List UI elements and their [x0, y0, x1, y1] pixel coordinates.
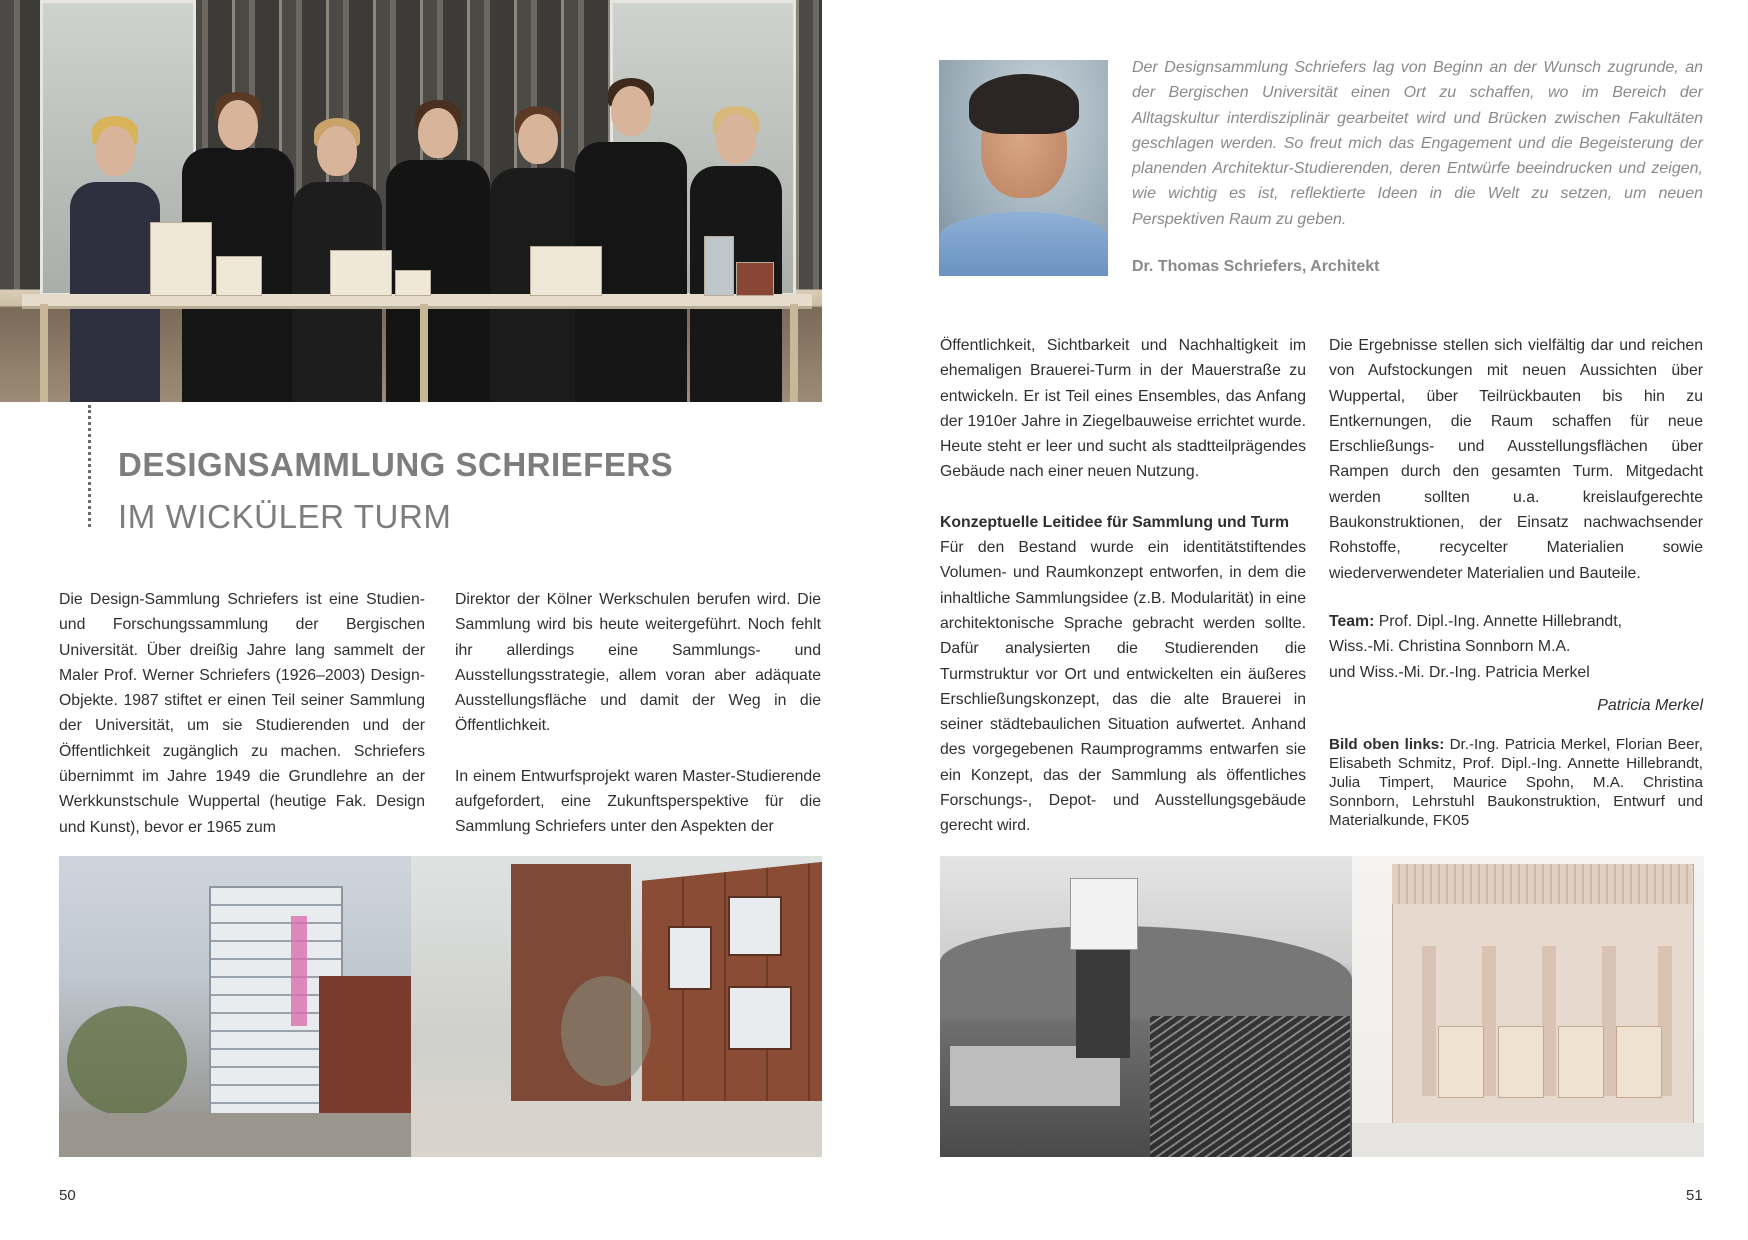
portrait-photo — [939, 60, 1108, 276]
team-member: Prof. Dipl.-Ing. Annette Hillebrandt, — [1378, 613, 1622, 630]
tower-rendering-image — [59, 856, 411, 1157]
team-label: Team: — [1329, 613, 1375, 630]
page-number-left: 50 — [59, 1187, 76, 1204]
article-subtitle: IM WICKÜLER TURM — [118, 498, 452, 535]
courtyard-rendering-image — [411, 856, 822, 1157]
body-column-2 — [455, 587, 821, 840]
body-column-3 — [940, 333, 1306, 839]
team-member: und Wiss.-Mi. Dr.-Ing. Patricia Merkel — [1329, 663, 1590, 681]
body-paragraph: Direktor der Kölner Werkschulen berufen wird. Die Sammlung wird bis heute weitergeführt. Noch fehlt ihr allerdings eine Sammlungs- und Ausstellungsstrategie, allem voran aber adäquate Ausstellungsfläche und damit der Weg in die Öffentlichkeit. — [455, 591, 821, 735]
photo-caption — [1329, 735, 1703, 830]
body-paragraph: Für den Bestand wurde ein identitätstiftendes Volumen- und Raumkonzept entworfen, in dem die inhaltliche Sammlungsidee (z.B. Modularität) in eine architektonische Sprache gebracht werden sollte. Dafür analysierten die Studierenden die Turmstruktur vor Ort und entwickelten ein äußeres Erschließungskonzept, das die alte Brauerei in seiner städtebaulichen Situation aufwertet. Anhand des vorgegebenen Raumprogramms entwarfen sie ein Konzept, das der Sammlung als öffentliches Forschungs-, Depot- und Ausstellungsgebäude gerecht wird. — [940, 539, 1306, 835]
team-member: Wiss.-Mi. Christina Sonnborn M.A. — [1329, 638, 1571, 656]
body-paragraph: In einem Entwurfsprojekt waren Master-Studierende aufgefordert, eine Zukunftsperspektive für die Sammlung Schriefers unter den Aspekten der — [455, 767, 821, 836]
section-subheading: Konzeptuelle Leitidee für Sammlung und Turm — [940, 513, 1290, 531]
aerial-bw-photo — [940, 856, 1352, 1157]
body-paragraph: Die Design-Sammlung Schriefers ist eine Studien- und Forschungssammlung der Bergischen Universität. Über dreißig Jahre lang sammelt der Maler Prof. Werner Schriefers (1926–2003) Design-Objekte. 1987 stiftet er einen Teil seiner Sammlung der Universität, um sie Studierenden und der Öffentlichkeit zugänglich zu machen. Schriefers übernimmt im Jahre 1949 die Grundlehre an der Werkkunstschule Wuppertal (heutige Fak. Design und Kunst), bevor er 1965 zum — [59, 591, 425, 836]
body-paragraph: Die Ergebnisse stellen sich vielfältig dar und reichen von Aufstockungen mit neuen Aussichten über Wuppertal, über Teilrückbauten bis hin zu Entkernungen, die Raum schaffen für neue Erschließungs- und Ausstellungsflächen über Rampen durch den gesamten Turm. Mitgedacht werden sollten u.a. kreislaufgerechte Baukonstruktionen, der Einsatz nachwachsender Rohstoffe, recycelter Materialien sowie wiederverwendeter Materialien und Bauteile. — [1329, 337, 1703, 582]
article-title: DESIGNSAMMLUNG SCHRIEFERS — [118, 446, 674, 483]
caption-text: Dr.-Ing. Patricia Merkel, Florian Beer, Elisabeth Schmitz, Prof. Dipl.-Ing. Annette Hillebrandt, Julia Timpert, Maurice Spohn, M.A. Christina Sonnborn, Lehrstuhl Baukonstruktion, Entwurf und Materialkunde, FK05 — [1329, 736, 1703, 829]
title-dotted-rule — [88, 405, 91, 527]
caption-label: Bild oben links: — [1329, 736, 1445, 753]
quote-author: Dr. Thomas Schriefers, Architekt — [1132, 258, 1380, 275]
page-number-right: 51 — [1686, 1187, 1703, 1204]
body-paragraph: Öffentlichkeit, Sichtbarkeit und Nachhaltigkeit im ehemaligen Brauerei-Turm in der Mauerstraße zu entwickeln. Er ist Teil eines Ensembles, das Anfang der 1910er Jahre in Ziegelbauweise errichtet wurde. Heute steht er leer und sucht als stadtteilprägendes Gebäude nach einer neuen Nutzung. — [940, 337, 1306, 481]
author-signature: Patricia Merkel — [1597, 697, 1703, 714]
pull-quote: Der Designsammlung Schriefers lag von Beginn an der Wunsch zugrunde, an der Bergischen Universität einen Ort zu schaffen, wo im Bereich der Alltagskultur interdisziplinär gearbeitet wird und Brücken zwischen Fakultäten geschlagen werden. So freut mich das Engagement und die Begeisterung der planenden Architektur-Studierenden, deren Entwürfe beeindrucken und zeigen, wie wichtig es ist, reflektierte Ideen in die Welt zu setzen, um neuen Perspektiven Raum zu geben. — [1132, 59, 1703, 228]
team-group-photo — [0, 0, 822, 402]
team-credits — [1329, 609, 1703, 685]
body-column-1 — [59, 587, 425, 840]
building-facade-rendering — [1352, 856, 1704, 1157]
body-column-4 — [1329, 333, 1703, 586]
